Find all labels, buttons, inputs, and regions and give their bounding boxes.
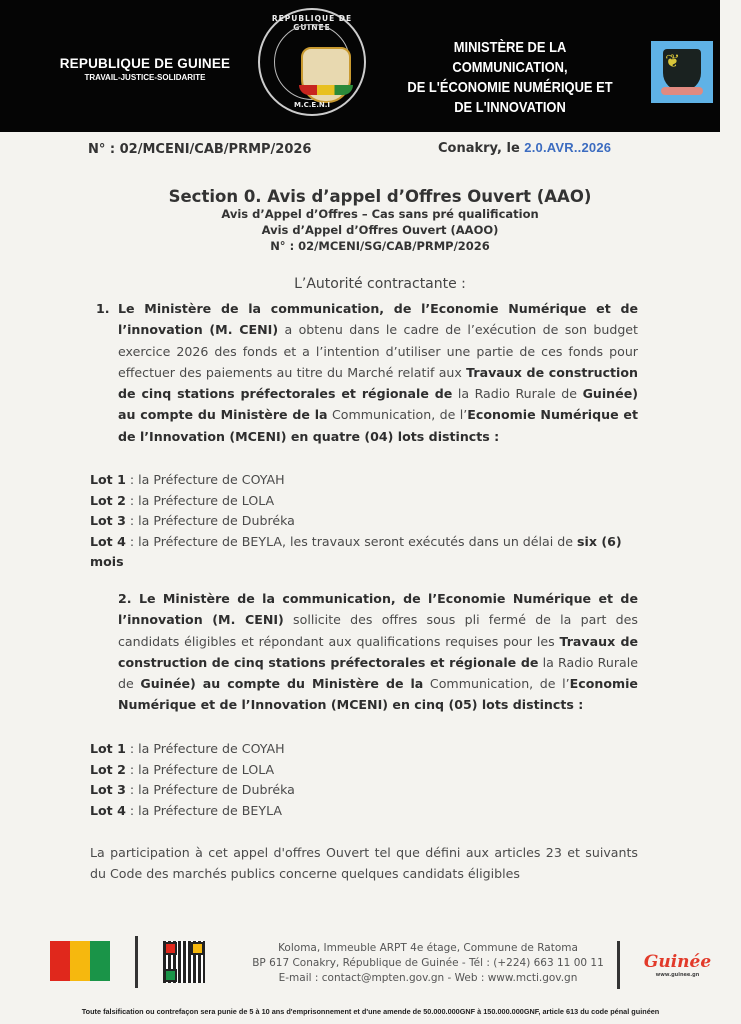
lot-item <box>90 739 295 760</box>
body-text: la Radio Rurale de <box>118 654 638 692</box>
body-text: a obtenu dans le cadre de l’exécution de son budget exercice 2026 des fonds et a l’intention d’utiliser une partie de ces fonds pour effectuer des paiements au titre du Marché relatif aux <box>118 322 638 380</box>
bold-text: Guinée) au compte du Ministère de la <box>140 676 424 692</box>
body-text: la Radio Rurale de <box>452 386 583 402</box>
ministry-line: MINISTÈRE DE LA COMMUNICATION, <box>452 39 568 76</box>
lot-label: Lot 3 <box>90 513 126 528</box>
address-line: BP 617 Conakry, République de Guinée - Tél : (+224) 663 11 00 11 <box>252 957 604 969</box>
ministry-name <box>402 38 619 118</box>
guinee-brand-logo <box>640 952 715 978</box>
lot-text: : la Préfecture de BEYLA <box>125 802 282 818</box>
flag-red-band <box>50 941 70 981</box>
closing-paragraph: La participation à cet appel d'offres Ouvert tel que défini aux articles 23 et suivants du Code des marchés publics concerne quelques candidats éligibles <box>90 845 638 881</box>
ministry-line: DE L'INNOVATION <box>454 99 566 116</box>
lots-list-1 <box>90 470 650 573</box>
brand-name: Guinée <box>643 952 712 972</box>
lot-label: Lot 1 <box>90 741 126 756</box>
paragraph-1 <box>96 298 638 447</box>
subheading: Avis d’Appel d’Offres Ouvert (AAOO) <box>261 223 499 237</box>
lot-label: Lot 4 <box>90 533 126 549</box>
contact-line: E-mail : contact@mpten.gov.gn - Web : www.mcti.gov.gn <box>278 972 578 984</box>
emblem-ribbon <box>661 87 703 95</box>
bold-text: Economie Numérique et de l’Innovation (MCENI) en quatre (04) lots distincts : <box>118 407 638 444</box>
lot-item <box>90 801 295 822</box>
authority-label: L’Autorité contractante : <box>294 276 466 292</box>
lot-text: : la Préfecture de Dubréka <box>125 782 295 797</box>
lot-label: Lot 3 <box>90 782 126 797</box>
letterhead <box>0 0 720 132</box>
date-prefix: Conakry, le <box>438 141 525 156</box>
footer-address <box>230 941 626 986</box>
lot-item <box>90 532 630 573</box>
paragraph-number: 1. <box>96 301 110 316</box>
notice-title <box>80 187 680 254</box>
ministry-line: DE L'ÉCONOMIE NUMÉRIQUE ET <box>407 79 613 96</box>
lot-item <box>90 470 650 491</box>
qr-code-icon[interactable] <box>163 941 205 983</box>
emblem-leaves-icon: ❦ <box>665 51 681 72</box>
crest-ribbon <box>299 85 353 95</box>
bold-text: Le Ministère de la communication, de l’Economie Numérique et de l’innovation (M. CENI) <box>118 301 638 338</box>
lot-item <box>90 760 295 781</box>
lot-label: Lot 2 <box>90 761 126 777</box>
lot-item <box>90 511 650 532</box>
lot-text: : la Préfecture de LOLA <box>125 761 275 777</box>
body-text: sollicite des offres sous pli fermé de la part des candidats éligibles et répondant aux qualifications requises pour les <box>118 612 638 649</box>
date-stamp: 2.0.AVR..2026 <box>524 140 612 155</box>
seal-top-text: REPUBLIQUE DE GUINEE <box>271 14 353 32</box>
country-name: REPUBLIQUE DE GUINEE <box>59 56 231 71</box>
lot-label: Lot 1 <box>90 472 126 487</box>
lot-text: : la Préfecture de Dubréka <box>125 513 295 528</box>
lot-item <box>90 780 295 801</box>
lot-item <box>90 491 650 512</box>
qr-marker <box>191 942 204 955</box>
body-text: Communication, de l’ <box>423 676 570 692</box>
subheading: Avis d’Appel d’Offres – Cas sans pré qualification <box>221 207 539 221</box>
footer-divider <box>135 936 138 988</box>
seal-bottom-text: M.C.E.N.I <box>294 101 330 109</box>
ministry-emblem-icon <box>651 41 713 103</box>
address-line: Koloma, Immeuble ARPT 4e étage, Commune de Ratoma <box>278 942 578 954</box>
paragraph-2 <box>118 588 638 716</box>
lot-label: Lot 2 <box>90 492 126 508</box>
brand-url: www.guinee.gn <box>655 972 700 978</box>
footer-divider <box>617 941 620 989</box>
lots-list-2 <box>90 739 295 821</box>
bold-text: Travaux de construction de cinq stations préfectorales et régionale de <box>118 364 638 402</box>
lot-duration: six (6) mois <box>90 533 622 569</box>
notice-number: N° : 02/MCENI/SG/CAB/PRMP/2026 <box>270 239 490 253</box>
country-motto: TRAVAIL-JUSTICE-SOLIDARITE <box>84 73 206 82</box>
seal-inner-ring <box>274 24 350 100</box>
lot-text: : la Préfecture de COYAH <box>125 472 285 487</box>
bold-text: Travaux de construction de cinq stations préfectorales et régionale de <box>118 633 639 670</box>
qr-marker <box>164 969 177 982</box>
coat-of-arms-icon <box>301 47 351 103</box>
section-heading: Section 0. Avis d’appel d’Offres Ouvert (AAO) <box>168 187 592 206</box>
legal-notice: Toute falsification ou contrefaçon sera punie de 5 à 10 ans d'emprisonnement et d'une amende de 50.000.000GNF à 150.000.000GNF, article 613 du code pénal guinéen <box>81 1007 660 1016</box>
lot-label: Lot 4 <box>90 802 126 818</box>
qr-marker <box>164 942 177 955</box>
flag-green-band <box>90 941 110 981</box>
lot-text: : la Préfecture de COYAH <box>125 741 285 756</box>
bold-text: Guinée) au compte du Ministère de la <box>118 386 638 423</box>
flag-yellow-band <box>70 941 90 981</box>
date-line <box>438 140 611 156</box>
guinea-flag-icon <box>50 941 110 981</box>
lot-text: : la Préfecture de BEYLA, les travaux seront exécutés dans un délai de <box>125 533 578 549</box>
body-text: Communication, de l’ <box>327 407 468 423</box>
ministry-seal-icon <box>258 8 366 116</box>
lot-text: : la Préfecture de LOLA <box>125 492 275 508</box>
country-block <box>40 56 250 82</box>
reference-number: N° : 02/MCENI/CAB/PRMP/2026 <box>88 142 312 157</box>
bold-text: 2. Le Ministère de la communication, de l’Economie Numérique et de l’innovation (M. CENI) <box>118 591 638 628</box>
bold-text: Economie Numérique et de l’Innovation (MCENI) en cinq (05) lots distincts : <box>118 676 638 713</box>
